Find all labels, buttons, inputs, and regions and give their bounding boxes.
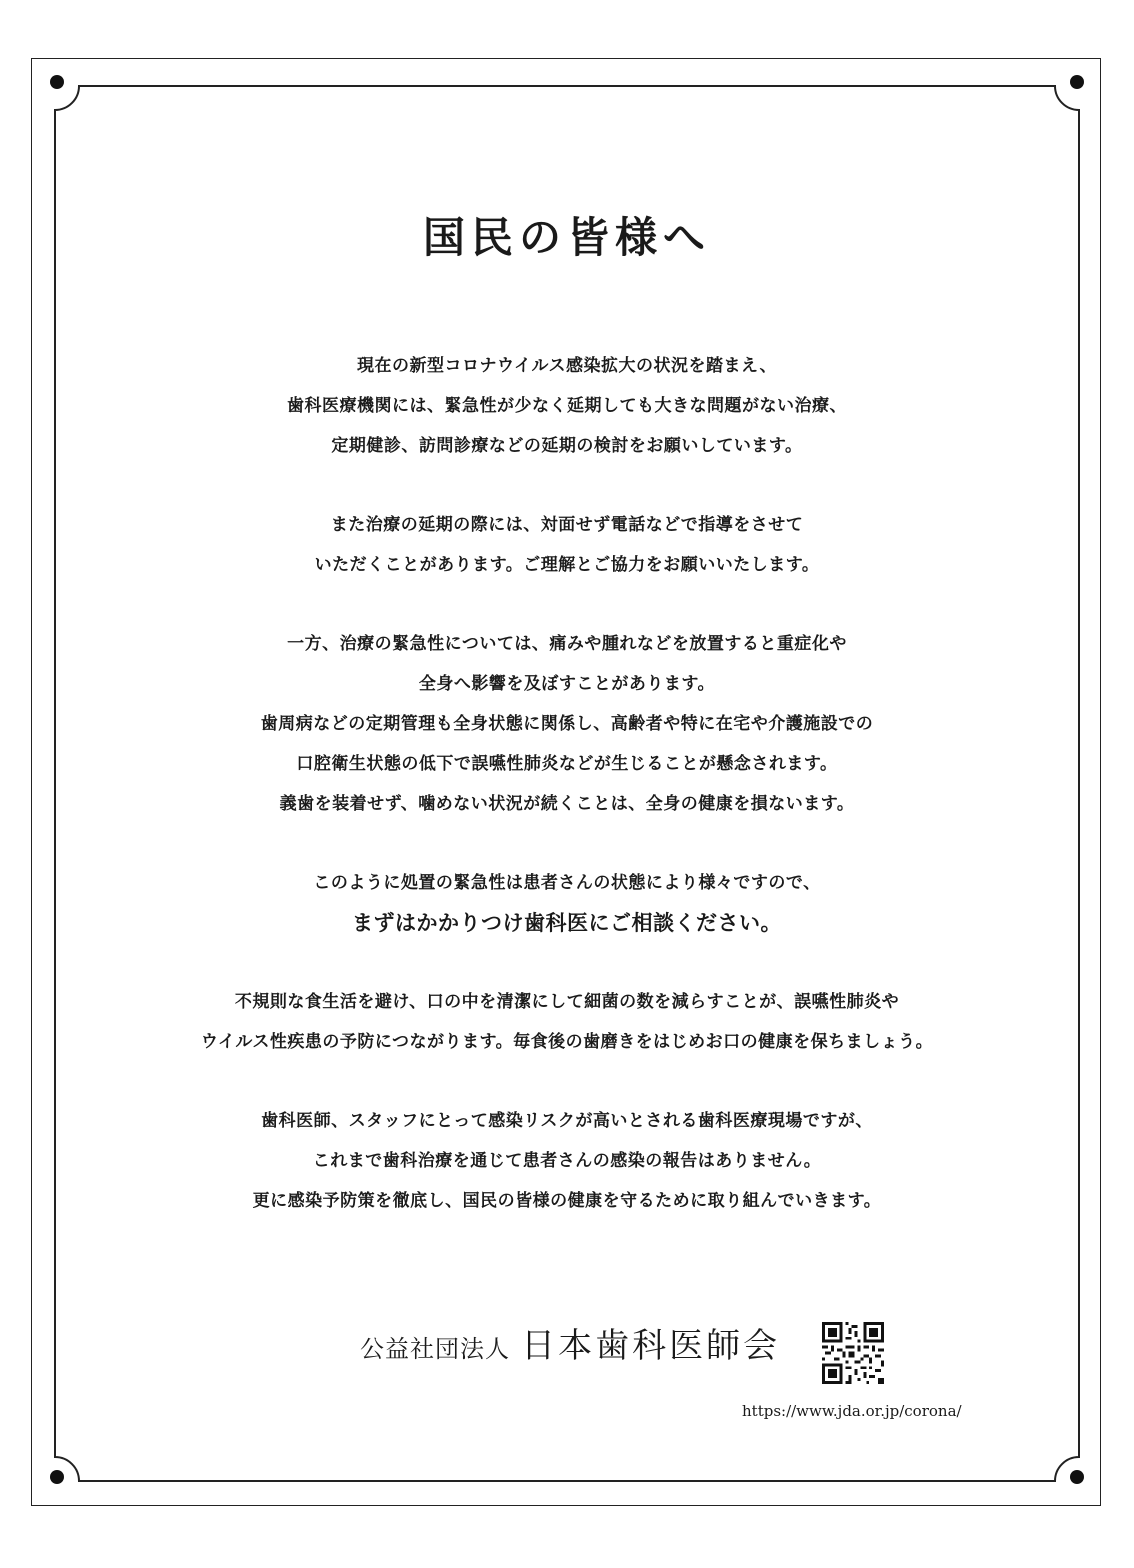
body-line: 現在の新型コロナウイルス感染拡大の状況を踏まえ、 <box>357 356 777 376</box>
body-line: 歯周病などの定期管理も全身状態に関係し、高齢者や特に在宅や介護施設での <box>260 714 874 734</box>
body-line: ウイルス性疾患の予防につながります。毎食後の歯磨きをはじめお口の健康を保ちましょう。 <box>200 1032 934 1052</box>
paragraph-urgency <box>0 624 1134 824</box>
org-prefix: 公益社団法人 <box>360 1335 510 1363</box>
corner-dot-bottom-right <box>1070 1470 1084 1484</box>
body-line: 更に感染予防策を徹底し、国民の皆様の健康を守るために取り組んでいきます。 <box>252 1191 882 1211</box>
paragraph-phone-guidance <box>0 505 1134 585</box>
paragraph-situation <box>0 346 1134 466</box>
body-line: これまで歯科治療を通じて患者さんの感染の報告はありません。 <box>312 1151 822 1171</box>
paragraph-infection-control <box>0 1101 1134 1221</box>
qr-code-icon[interactable] <box>822 1322 884 1384</box>
message-body <box>0 346 1134 1260</box>
corner-dot-top-right <box>1070 75 1084 89</box>
body-line: 一方、治療の緊急性については、痛みや腫れなどを放置すると重症化や <box>287 634 847 654</box>
org-name: 日本歯科医師会 <box>521 1326 781 1366</box>
website-url[interactable]: https://www.jda.or.jp/corona/ <box>742 1402 962 1420</box>
paragraph-oral-care <box>0 982 1134 1062</box>
body-line: 定期健診、訪問診療などの延期の検討をお願いしています。 <box>331 436 803 456</box>
paragraph-consult <box>0 863 1134 943</box>
body-line: 全身へ影響を及ぼすことがあります。 <box>418 674 716 694</box>
body-line: 口腔衛生状態の低下で誤嚥性肺炎などが生じることが懸念されます。 <box>296 754 838 774</box>
consult-callout: まずはかかりつけ歯科医にご相談ください。 <box>352 910 782 935</box>
body-line: このように処置の緊急性は患者さんの状態により様々ですので、 <box>313 873 821 893</box>
corner-dot-top-left <box>50 75 64 89</box>
body-line: 歯科医療機関には、緊急性が少なく延期しても大きな問題がない治療、 <box>287 396 847 416</box>
page-title: 国民の皆様へ <box>422 213 711 262</box>
body-line: 不規則な食生活を避け、口の中を清潔にして細菌の数を減らすことが、誤嚥性肺炎や <box>234 992 900 1012</box>
body-line: また治療の延期の際には、対面せず電話などで指導をさせて <box>330 515 804 535</box>
body-line: 歯科医師、スタッフにとって感染リスクが高いとされる歯科医療現場ですが、 <box>261 1111 873 1131</box>
corner-dot-bottom-left <box>50 1470 64 1484</box>
body-line: いただくことがあります。ご理解とご協力をお願いいたします。 <box>314 555 820 575</box>
body-line: 義歯を装着せず、噛めない状況が続くことは、全身の健康を損ないます。 <box>279 794 855 814</box>
organization-signature <box>360 1318 780 1367</box>
